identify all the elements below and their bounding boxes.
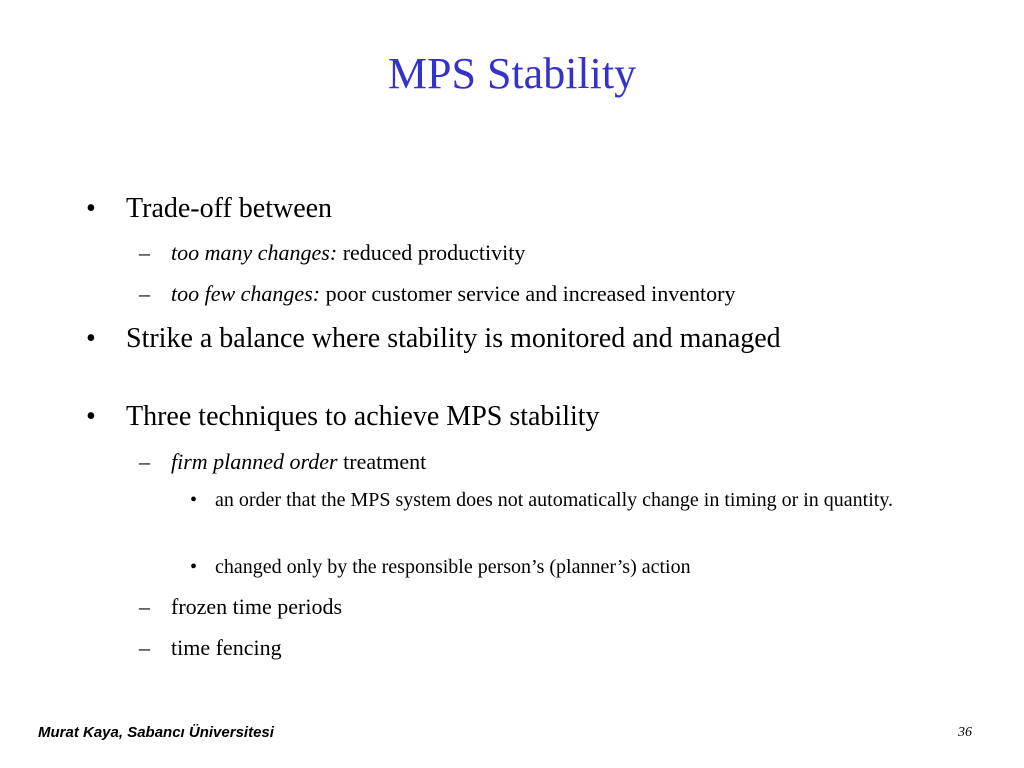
sub-bullet-label: too many changes: (171, 240, 338, 265)
sub-sub-bullet-item (190, 552, 945, 582)
sub-sub-bullet-text: changed only by the responsible person’s (planner’s) action (215, 556, 691, 578)
sub-bullet-label: firm planned order (171, 449, 338, 474)
sub-bullet-label: too few changes: (171, 281, 321, 306)
bullet-item (86, 192, 333, 226)
sub-sub-bullet-item (190, 485, 945, 515)
dash-marker: – (139, 240, 150, 265)
dash-marker: – (139, 635, 150, 660)
sub-bullet-text: poor customer service and increased inventory (320, 281, 736, 306)
sub-bullet-text: reduced productivity (337, 240, 526, 265)
bullet-marker: • (86, 193, 96, 224)
sub-sub-bullet-text: an order that the MPS system does not automatically change in timing or in quantity. (215, 489, 894, 511)
sub-bullet-text: treatment (337, 449, 427, 474)
bullet-item (86, 322, 781, 356)
sub-bullet-item (139, 448, 427, 476)
bullet-text: Trade-off between (126, 193, 333, 224)
page-number: 36 (958, 725, 972, 740)
sub-bullet-item (139, 634, 282, 662)
bullet-marker: • (190, 556, 198, 578)
sub-bullet-item (139, 593, 343, 621)
bullet-marker: • (86, 323, 96, 354)
sub-bullet-text: frozen time periods (171, 594, 343, 619)
dash-marker: – (139, 449, 150, 474)
sub-bullet-item (139, 239, 526, 267)
dash-marker: – (139, 281, 150, 306)
bullet-text: Strike a balance where stability is monitored and managed (126, 323, 781, 354)
footer-author: Murat Kaya, Sabancı Üniversitesi (38, 724, 274, 741)
sub-bullet-item (139, 280, 736, 308)
sub-bullet-text: time fencing (171, 635, 282, 660)
bullet-text: Three techniques to achieve MPS stability (126, 401, 600, 432)
bullet-marker: • (86, 401, 96, 432)
bullet-marker: • (190, 489, 198, 511)
dash-marker: – (139, 594, 150, 619)
bullet-item (86, 400, 600, 434)
slide-title: MPS Stability (387, 49, 637, 98)
